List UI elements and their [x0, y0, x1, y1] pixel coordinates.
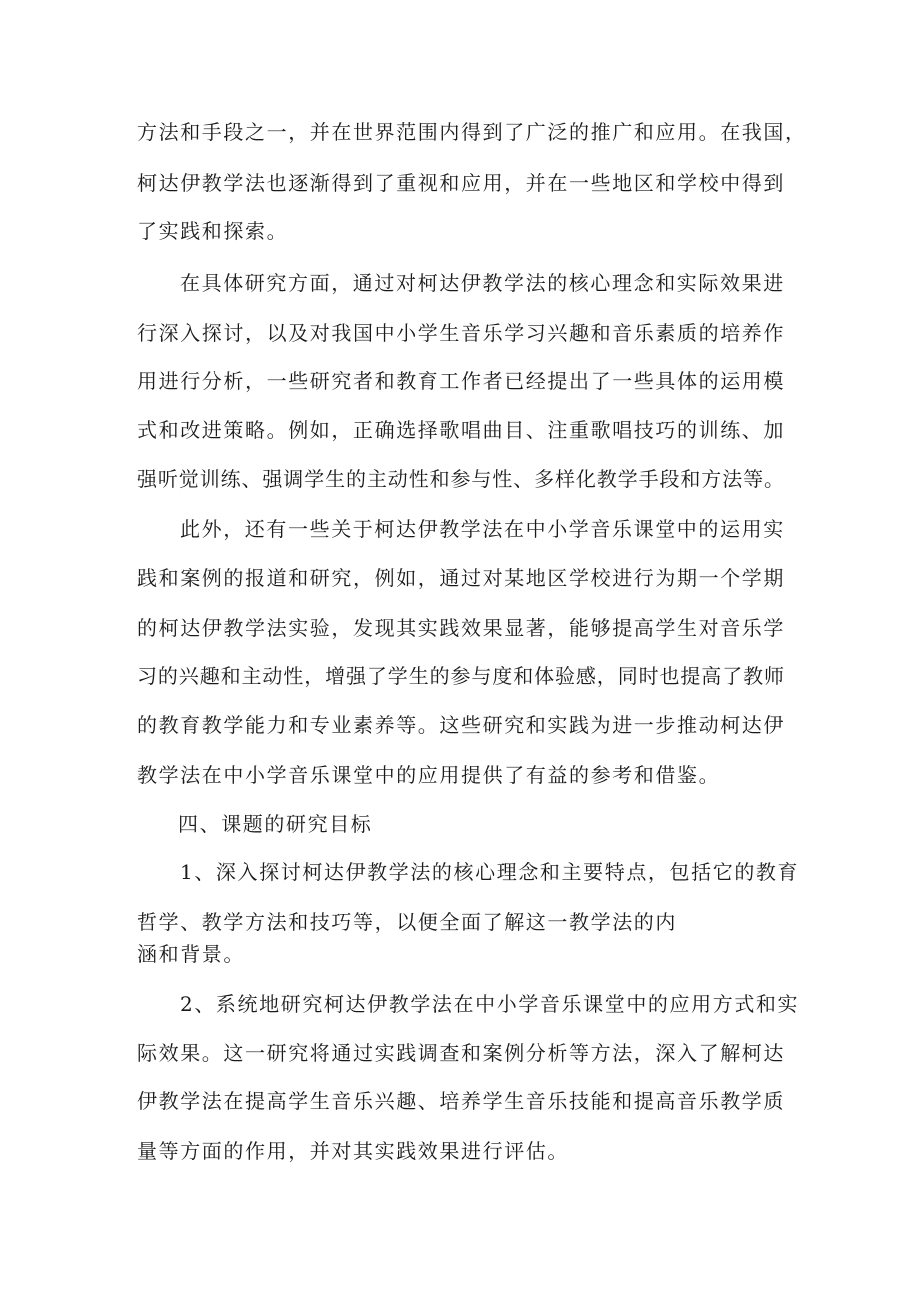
text-line: 习的兴趣和主动性，增强了学生的参与度和体验感，同时也提高了教师 [137, 664, 785, 688]
list-item-start-line: 1、深入探讨柯达伊教学法的核心理念和主要特点，包括它的教育 [180, 860, 800, 884]
text-line: 际效果。这一研究将通过实践调查和案例分析等方法，深入了解柯达 [137, 1041, 785, 1065]
text-line: 量等方面的作用，并对其实践效果进行评估。 [137, 1139, 569, 1163]
text-line: 了实践和探索。 [137, 219, 289, 243]
text-line: 涵和背景。 [137, 942, 245, 966]
paragraph-start-line: 此外，还有一些关于柯达伊教学法在中小学音乐课堂中的运用实 [180, 517, 785, 541]
section-heading: 四、课题的研究目标 [178, 812, 373, 836]
text-line: 伊教学法在提高学生音乐兴趣、培养学生音乐技能和提高音乐教学质 [137, 1089, 785, 1113]
text-line: 方法和手段之一，并在世界范围内得到了广泛的推广和应用。在我国， [137, 120, 807, 144]
text-line: 教学法在中小学音乐课堂中的应用提供了有益的参考和借鉴。 [137, 763, 721, 787]
paragraph-start-line: 在具体研究方面，通过对柯达伊教学法的核心理念和实际效果进 [180, 271, 785, 295]
text-line: 式和改进策略。例如，正确选择歌唱曲目、注重歌唱技巧的训练、加 [137, 418, 785, 442]
text-line: 的教育教学能力和专业素养等。这些研究和实践为进一步推动柯达伊 [137, 713, 785, 737]
text-line: 行深入探讨，以及对我国中小学生音乐学习兴趣和音乐素质的培养作 [137, 321, 785, 345]
text-line: 哲学、教学方法和技巧等，以便全面了解这一教学法的内 [137, 910, 677, 934]
text-line: 强听觉训练、强调学生的主动性和参与性、多样化教学手段和方法等。 [137, 467, 785, 491]
text-line: 践和案例的报道和研究，例如，通过对某地区学校进行为期一个学期 [137, 566, 785, 590]
text-line: 的柯达伊教学法实验，发现其实践效果显著，能够提高学生对音乐学 [137, 616, 785, 640]
text-line: 用进行分析，一些研究者和教育工作者已经提出了一些具体的运用模 [137, 369, 785, 393]
list-item-start-line: 2、系统地研究柯达伊教学法在中小学音乐课堂中的应用方式和实 [180, 992, 800, 1016]
text-line: 柯达伊教学法也逐渐得到了重视和应用，并在一些地区和学校中得到 [137, 171, 785, 195]
